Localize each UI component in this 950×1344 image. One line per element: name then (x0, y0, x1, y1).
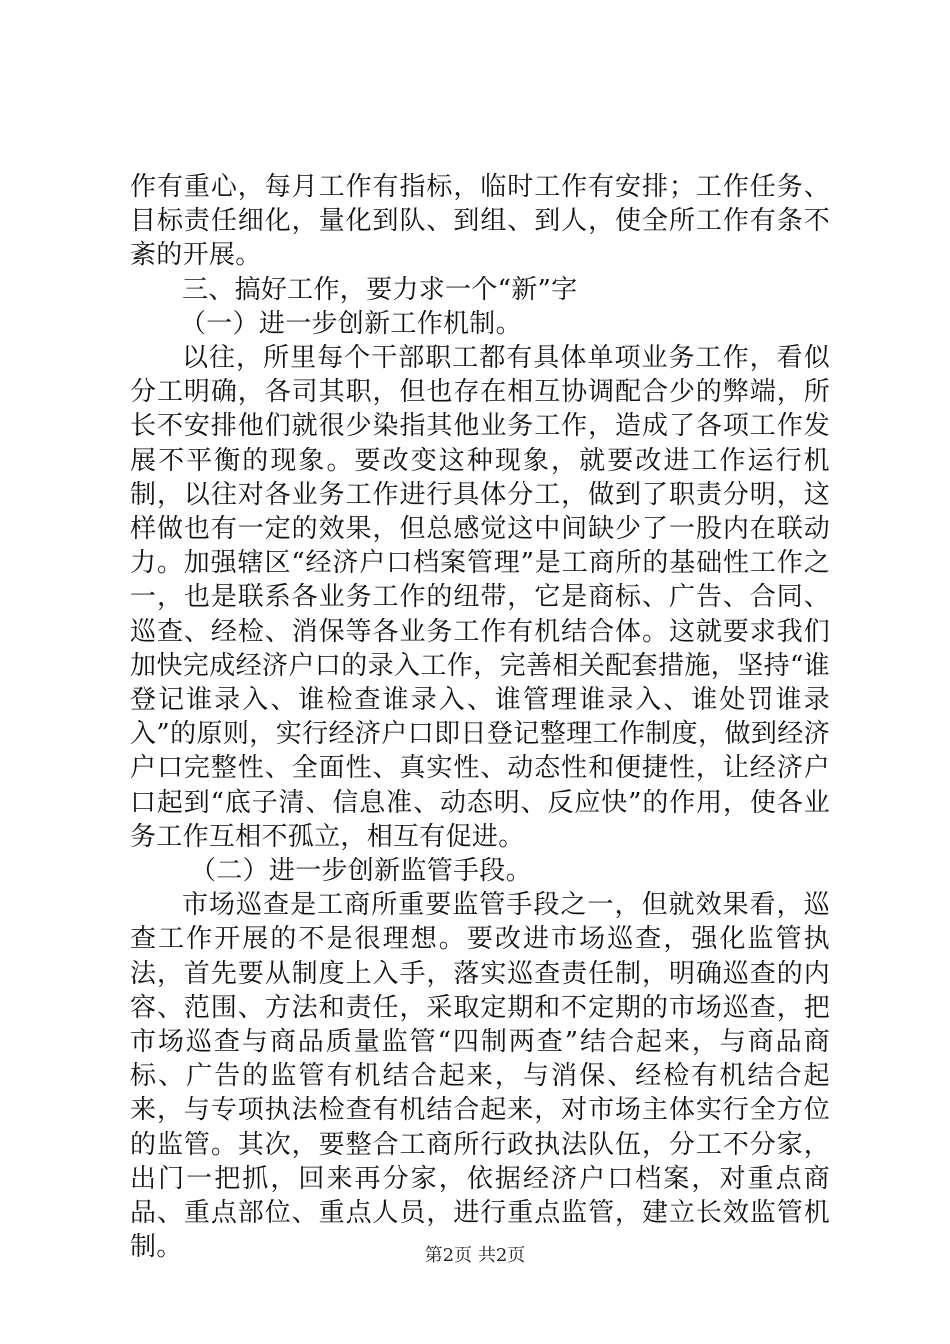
document-body (130, 170, 830, 1265)
paragraph: 市场巡查是工商所重要监管手段之一，但就效果看，巡查工作开展的不是很理想。要改进市场巡查，强化监管执法，首先要从制度上入手，落实巡查责任制，明确巡查的内容、范围、方法和责任，采取定期和不定期的市场巡查，把市场巡查与商品质量监管“四制两查”结合起来，与商品商标、广告的监管有机结合起来，与消保、经检有机结合起来，与专项执法检查有机结合起来，对市场主体实行全方位的监管。其次，要整合工商所行政执法队伍，分工不分家，出门一把抓，回来再分家，依据经济户口档案，对重点商品、重点部位、重点人员，进行重点监管，建立长效监管机制。 (130, 890, 830, 1263)
subsection-heading: （二）进一步创新监管手段。 (190, 856, 532, 887)
section-heading: 三、搞好工作，要力求一个“新”字 (182, 274, 578, 305)
paragraph: 以往，所里每个干部职工都有具体单项业务工作，看似分工明确，各司其职，但也存在相互协调配合少的弊端，所长不安排他们就很少染指其他业务工作，造成了各项工作发展不平衡的现象。要改变这种现象，就要改进工作运行机制，以往对各业务工作进行具体分工，做到了职责分明，这样做也有一定的效果，但总感觉这中间缺少了一股内在联动力。加强辖区“经济户口档案管理”是工商所的基础性工作之一，也是联系各业务工作的纽带，它是商标、广告、合同、巡查、经检、消保等各业务工作有机结合体。这就要求我们加快完成经济户口的录入工作，完善相关配套措施，坚持“谁登记谁录入、谁检查谁录入、谁管理谁录入、谁处罚谁录入”的原则，实行经济户口即日登记整理工作制度，做到经济户口完整性、全面性、真实性、动态性和便捷性，让经济户口起到“底子清、信息准、动态明、反应快”的作用，使各业务工作互相不孤立，相互有促进。 (130, 343, 830, 852)
paragraph-continuation: 作有重心，每月工作有指标，临时工作有安排；工作任务、目标责任细化，量化到队、到组、到人，使全所工作有条不紊的开展。 (130, 172, 830, 271)
page-number-footer: 第2页 共2页 (424, 1245, 526, 1266)
subsection-heading: （一）进一步创新工作机制。 (180, 308, 522, 339)
